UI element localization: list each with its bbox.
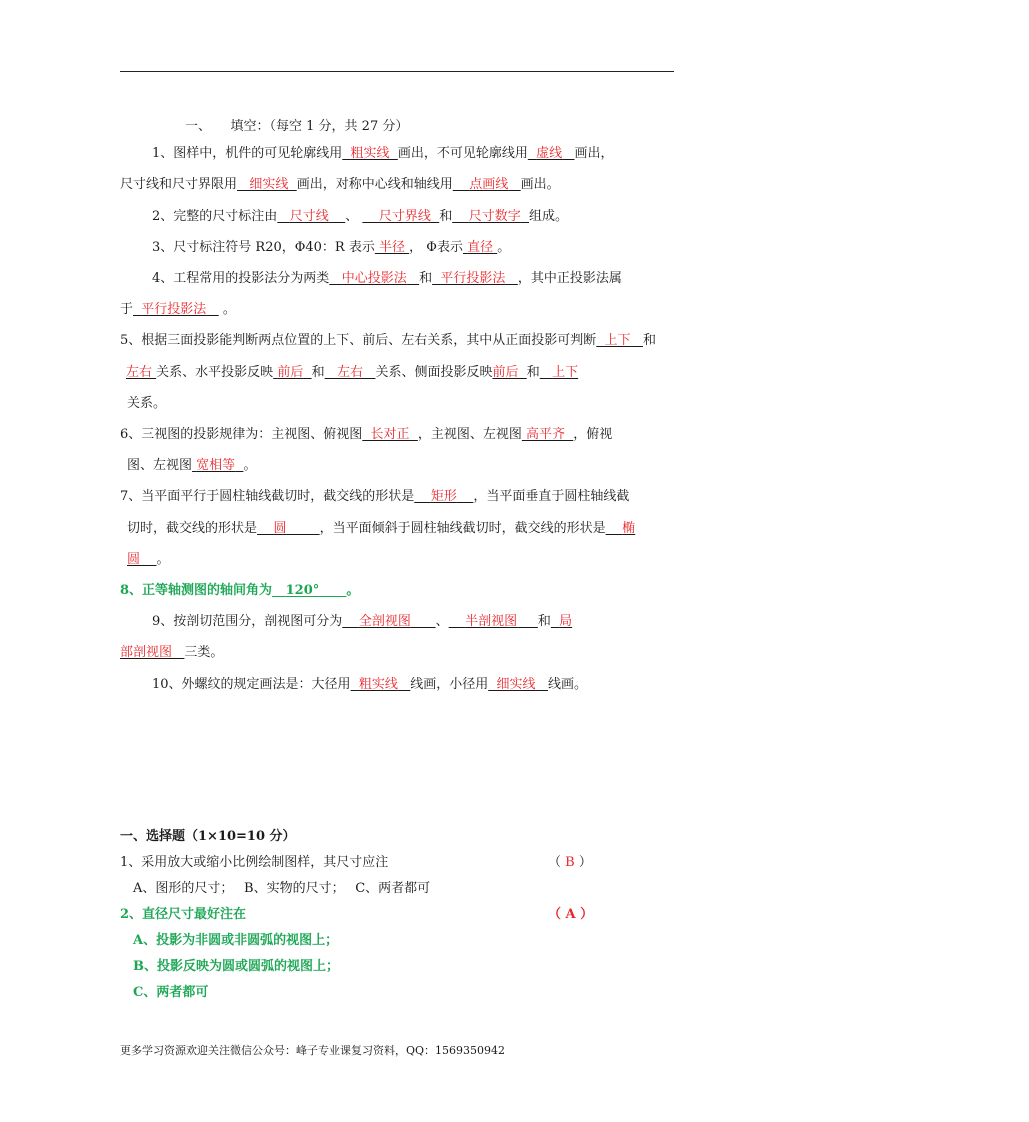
answer-blank: 点画线	[469, 177, 509, 192]
answer-blank: 虚线	[536, 146, 563, 161]
answer-letter: B	[565, 855, 575, 870]
fill-q4-line2: 于 平行投影法 。	[120, 302, 236, 317]
answer-blank: 全剖视图	[358, 614, 411, 629]
answer-blank: 圆	[273, 521, 287, 536]
fill-q7-line2: 切时，截交线的形状是 圆 ，当平面倾斜于圆柱轴线截切时，截交线的形状是 椭	[127, 521, 636, 536]
fill-q5-line1: 5、根据三面投影能判断两点位置的上下、前后、左右关系，其中从正面投影可判断 上下 和	[120, 333, 656, 348]
answer-blank: 尺寸界线	[378, 209, 431, 224]
choice-heading: 一、选择题（1×10=10 分）	[120, 829, 296, 844]
answer-blank: 高平齐	[525, 427, 565, 442]
fill-q1-line1: 1、图样中，机件的可见轮廓线用 粗实线 画出，不可见轮廓线用 虚线 画出，	[152, 146, 614, 161]
question-text: 2、直径尺寸最好注在	[120, 907, 247, 922]
answer-blank: 粗实线	[350, 146, 390, 161]
answer-blank: 局	[559, 614, 573, 629]
answer-blank: 左右	[337, 365, 364, 380]
answer-blank: 半剖视图	[465, 614, 518, 629]
answer-blank: 尺寸数字	[468, 209, 521, 224]
fill-q2: 2、完整的尺寸标注由 尺寸线 、 尺寸界线 和 尺寸数字 组成。	[152, 209, 569, 224]
answer-blank: 上下	[604, 333, 631, 348]
answer-blank: 120°	[285, 583, 320, 598]
answer-blank: 前后	[277, 365, 304, 380]
fill-q6-line1: 6、三视图的投影规律为：主视图、俯视图 长对正 ，主视图、左视图 高平齐 ，俯视	[120, 427, 613, 442]
fill-q6-line2: 图、左视图 宽相等 。	[127, 458, 257, 473]
answer-blank: 粗实线	[358, 677, 398, 692]
fill-q3: 3、尺寸标注符号 R20，Φ40：R 表示 半径 ， Φ表示 直径 。	[152, 240, 511, 255]
answer-blank: 矩形	[430, 489, 457, 504]
fill-q5-line2: 左右 关系、水平投影反映 前后 和 左右 关系、侧面投影反映前后 和 上下	[126, 365, 579, 380]
answer-blank: 前后	[492, 365, 519, 380]
answer-blank: 中心投影法	[341, 271, 407, 286]
answer-bracket: （ A ）	[548, 907, 594, 922]
fill-q9-line2: 部剖视图 三类。	[120, 645, 224, 660]
fill-q7-line3: 圆 。	[127, 552, 170, 567]
fill-q5-line3: 关系。	[127, 396, 167, 411]
fill-q4-line1: 4、工程常用的投影法分为两类 中心投影法 和 平行投影法 ，其中正投影法属	[152, 271, 622, 286]
choice-q2-option-b: B、投影反映为圆或圆弧的视图上；	[133, 959, 339, 974]
choice-q2-option-c: C、两者都可	[133, 985, 209, 1000]
answer-blank: 左右	[126, 365, 153, 380]
answer-blank: 细实线	[496, 677, 536, 692]
answer-blank: 平行投影法	[141, 302, 207, 317]
answer-blank: 椭	[622, 521, 636, 536]
fill-q8: 8、正等轴测图的轴间角为 120° 。	[120, 583, 360, 598]
footer-note: 更多学习资源欢迎关注微信公众号：峰子专业课复习资料，QQ：1569350942	[120, 1044, 506, 1057]
header-rule	[120, 71, 674, 72]
fill-heading: 一、 填空：（每空 1 分，共 27 分）	[185, 119, 409, 134]
answer-blank: 平行投影法	[440, 271, 506, 286]
fill-q7-line1: 7、当平面平行于圆柱轴线截切时，截交线的形状是 矩形 ，当平面垂直于圆柱轴线截	[120, 489, 630, 504]
answer-blank: 长对正	[370, 427, 410, 442]
fill-q10: 10、外螺纹的规定画法是：大径用 粗实线 线画，小径用 细实线 线画。	[152, 677, 587, 692]
choice-q2	[120, 906, 594, 924]
answer-blank: 宽相等	[196, 458, 236, 473]
answer-blank: 尺寸线	[289, 209, 329, 224]
answer-blank: 细实线	[249, 177, 289, 192]
answer-blank: 直径	[467, 240, 494, 255]
answer-blank: 部剖视图	[120, 645, 173, 660]
question-text: 1、采用放大或缩小比例绘制图样，其尺寸应注	[120, 855, 389, 870]
answer-blank: 圆	[127, 552, 141, 567]
fill-q9-line1: 9、按剖切范围分，剖视图可分为 全剖视图 、 半剖视图 和 局	[152, 614, 573, 629]
answer-bracket: （ B ）	[548, 855, 592, 870]
answer-blank: 半径	[379, 240, 406, 255]
fill-q1-line2: 尺寸线和尺寸界限用 细实线 画出，对称中心线和轴线用 点画线 画出。	[120, 177, 560, 192]
answer-letter: A	[565, 907, 576, 922]
choice-q1-options: A、图形的尺寸； B、实物的尺寸； C、两者都可	[133, 881, 431, 896]
choice-q1	[120, 854, 590, 872]
choice-q2-option-a: A、投影为非圆或非圆弧的视图上；	[133, 933, 339, 948]
answer-blank: 上下	[552, 365, 579, 380]
